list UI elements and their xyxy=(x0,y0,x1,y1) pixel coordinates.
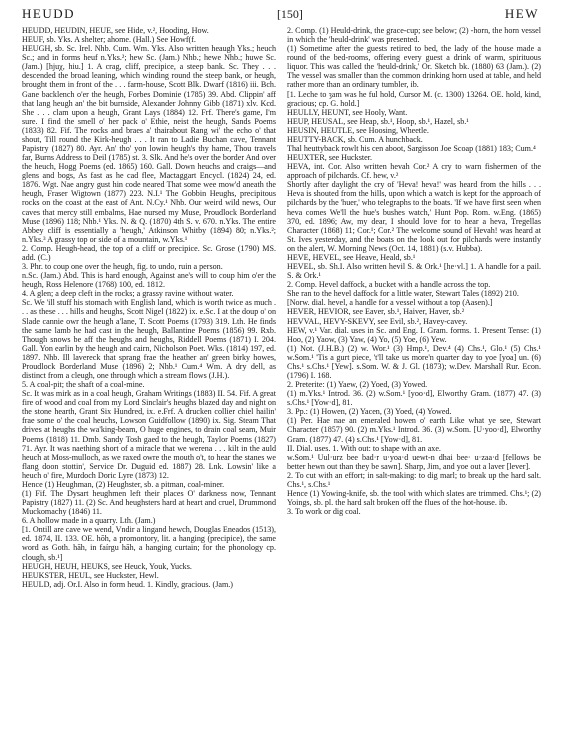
entry-paragraph: 2. Comp. (1) Heuld-drink, the grace-cup; see below; (2) -horn, the horn vessel in which the 'heuld-drink' was presented. xyxy=(287,26,541,45)
entry-paragraph: She ran to the hevel daffock for a little water, Stewart Tales (1892) 210. xyxy=(287,289,519,299)
header-left-word: HEUDD xyxy=(22,6,75,21)
entry-paragraph: II. Dial. uses. 1. With out: to shape with an axe. xyxy=(287,443,441,453)
entry-paragraph: [Norw. dial. hevel, a handle for a vessel without a top (Aasen).] xyxy=(287,298,493,308)
entry-paragraph: Hence (1) Yowing-knife, sb. the tool with which slates are trimmed. Chs.¹; (2) Yoings, sb. pl. the hard salt broken off the flues of the hot-house. ib. xyxy=(287,488,541,508)
entry-paragraph: HEUP, HEUSAL, see Heap, sb.¹, Hoop, sb.¹, Hazel, sb.¹ xyxy=(287,116,469,126)
entry-paragraph: (1) Not. (J.H.B.) (2) w. Wor.¹ (3) Hmp.¹, Dev.⁴ (4) Chs.¹, Glo.¹ (5) Chs.¹ w.Som.¹ 'Tis a gurt piece, 't'll take us more'n quarter day to yoe [yoa] un. (6) Chs.¹ s.Chs.¹ [Yew]. s.Som. W. & J. Gl. (1873); w.Dev. Marshall Rur. Econ. (1796) I. 168. xyxy=(287,343,541,380)
entry-paragraph: 2. Preterite: (1) Yaew, (2) Yoed, (3) Yowed. xyxy=(287,380,428,390)
entry-paragraph: (1) Fif. The Dysart heughmen left their places O' darkness now, Tennant Papistry (1827) 11. (2) Sc. And heughsters hard at heart and cruel, Drummond Muckomachy (1846) 11. xyxy=(22,488,276,517)
entry-paragraph: HEUGH, HEUH, HEUKS, see Heuck, Youk, Yucks. xyxy=(22,561,192,571)
entry-paragraph: Thal heuttyback rowlt his cen aboot, Sargisson Joe Scoap (1881) 183; Cum.⁴ xyxy=(287,144,536,154)
entry-paragraph: HEUGH, sb. Sc. Irel. Nhb. Cum. Wm. Yks. Also written heaugh Yks.; heuch Sc.; and in forms heuf n.Yks.²; hew Sc. (Jam.) Nhb.; hewe Nhb.; huwe Sc. (Jam.) [hjuχ, hiu.] 1. A crag, cliff, precipice, a steep bank. Sc. They . . . descended the broad leaning, which winding round the steep bank, or heugh, brought them in front of the . . . farm-house, Scott Blk. Dwarf (1816) iii. Bch. Gane backlench o'er the heugh, Forbes Dominie (1785) 39. Abd. Clippin' aff that lang heugh an' the bit burnside, Alexander Johnny Gibb (1871) xlv. Kcd. She . . . clam upon a heugh, Grant Lays (1884) 12. Frf. There's game, I'm sure. I find the smell o' her pack o' Ethie, neist the heugh, Sands Poems (1833) 82. Fif. The rocks and braes a' thairabout Rang wi' the echo o' that shout, Till round the Kirk-heugh . . . It ran to Ladie Buchan cave, Tennant Papistry (1827) 80. Ayr. An' tho' yon lowin heugh's thy hame, Thou travels far, Burns Address to Deil (1785) st. 3. Slk. And he's over the border And over the heuch, Hogg Poems (ed. 1865) 160. Gall. Down heuchs and craigs—and glens and bogs, As fast as he cad flee, Mactaggart Encycl. (1824) 24, ed. 1876. Wgt. Nae angry gust hin code neared That some wee mow'd aneath the heugh, Fraser Wigtown (1877) 223. N.I.¹ The Gobbin Heughs, precipitous rocks on the coast at the east of Ant. N.Cy.¹ Nhb. Our weird wild news, Our caves that mercy still embalms, Hae nursed my Muse, Proudlock Borderland Muse (1896) 118; Nhb.¹ Yks. N. & Q. (1870) 4th S. v. 670. n.Yks. The entire Abbey cliff is essentially a 'heugh,' Atkinson Whitby (1894) 80; n.Yks.²; n.Yks.³ A grassy top or side of a mountain, w.Yks.¹ xyxy=(22,44,276,244)
entry-paragraph: 4. A glen; a deep cleft in the rocks; a grassy ravine without water. xyxy=(22,289,234,299)
header-right-word: HEW xyxy=(504,6,539,21)
entry-paragraph: HEVE, HEVEL, see Heave, Heald, sb.¹ xyxy=(287,252,416,262)
entry-paragraph: 2. Comp. Heugh-head, the top of a cliff or precipice. Sc. Grose (1790) MS. add. (C.) xyxy=(22,243,276,262)
left-column xyxy=(22,26,276,748)
entry-paragraph: 5. A coal-pit; the shaft of a coal-mine. xyxy=(22,380,145,390)
entry-paragraph: (1) Per. Hae nae an emeraled howen o' earth Like what ye see, Stewart Character (1857) 90. (2) m.Yks.¹ Introd. 36. (3) w.Som. [U·yoo·d], Elworthy Gram. (1877) 47. (4) s.Chs.¹ [Yow·d], 81. xyxy=(287,416,541,444)
right-column xyxy=(287,26,541,748)
entry-paragraph: HEUTTY-BACK, sb. Cum. A hunchback. xyxy=(287,134,423,144)
entry-paragraph: Sc. It was mirk as in a coal heugh, Graham Writings (1883) II. 54. Fif. A great fire of wood and coal from my Lord Sinclair's heughs blazed day and night on the stone hearth, Grant Six Hundred, ix. e.Frf. A drucken collier chiel hailin' frae some o' the coal heuchs, Lowson Guidfollow (1890) ix. Sig. Steam That drives at heughs the wa'king-beam, O huge engines, to drain coal seam, Muir Poems (1818) 11. Dmb. Sandy Tosh gaed to the heugh, Taylor Poems (1827) 71. Ayr. It was naething short of a miracle that we werena . . . kilt in the auld heuch at Moss-mulloch, as we raxed owre the mouth o't, to hear the stanes we flang doon stottin', Service Dr. Duguid ed. 1887) 28. Lnk. Lowsin' like a heuch o' fire, Murdoch Doric Lyre (1873) 12. xyxy=(22,389,276,480)
running-header xyxy=(22,6,539,24)
entry-paragraph: Sc. We 'ill stuff his stomach with English land, which is worth twice as much . . . as these . . . hills and heughs, Scott Nigel (1822) ix. e.Sc. I at the doup o' on Slade cannie owr the heugh a'lane, T. Scott Poems (1793) 319. Lth. He finds the same lamb he had cast in the heugh, Ballantine Poems (1856) 99. Rxb. Though snows be aff the heughs and heughs, Riddell Poems (1871) I. 204. Gall. Yon earlin by the heugh and cairn, Nicholson Poet. Wks. (1814) 197, ed. 1897. Nhb. Ill lavereck that sprang frae the heather an' green birky howes, Proudlock Borderland Muse (1896) 2; Nhb.¹ Cum.⁴ Wm. A dry dell, as distinct from a cleugh, one through which a stream flows (J.H.). xyxy=(22,298,276,380)
page-number: [150] xyxy=(276,7,303,21)
entry-paragraph: 3. Pp.: (1) Howen, (2) Yacen, (3) Yoed, (4) Yowed. xyxy=(287,407,452,417)
entry-paragraph: HEUSIN, HEUTLE, see Hoosing, Wheetle. xyxy=(287,125,429,135)
entry-paragraph: [1. Leche to ȝam was he ful hold, Cursor M. (c. 1300) 13264. OE. hold, kind, gracious; cp. G. hold.] xyxy=(287,89,541,108)
entry-paragraph: (1) m.Yks.¹ Introd. 36. (2) w.Som.¹ [yoo·d], Elworthy Gram. (1877) 47. (3) s.Chs.¹ [Yow·d], 81. xyxy=(287,389,541,408)
entry-paragraph: HEUDD, HEUDIN, HEUE, see Hide, v.², Hooding, How. xyxy=(22,26,209,35)
entry-paragraph: (1) Sometime after the guests retired to bed, the lady of the house made a round of the bed-rooms, offering every guest a drink of warm, spirituous liquor. This was called the 'heuld-drink,' Or. Sketch bk. (1880) 63 (Jam.). (2) The vessel was smaller than the common drinking horn used at table, and held rather more than an ordinary tumbler, ib. xyxy=(287,44,541,90)
entry-paragraph: HEULLY, HEUNT, see Hooly, Want. xyxy=(287,107,408,117)
entry-paragraph: HEVVAL, HEVY-SKEVY, see Evil, sb.², Havey-cavey. xyxy=(287,316,468,326)
entry-paragraph: HEUXTER, see Huckster. xyxy=(287,153,372,163)
entry-paragraph: Shortly after daylight the cry of 'Heva! heva!' was heard from the hills . . . Heva is shouted from the hills, upon which a watch is kept for the approach of pilchards by the 'huer,' who telegraphs to the boats. 'If we have first seen when heva comes We'll the hue's bushes watch,' Hunt Pop. Rom. w.Eng. (1865) 370, ed. 1896; Aw, my dear, I should love for to hear a heva, Tregellas Character (1868) 11; Cor.¹; Cor.² The welcome sound of Hevah! was heard at St. Ives yesterday, and the boats on the look out for pilchards were instantly on the alert, W. Morning News (Oct. 14, 1881) (s.v. Hubba). xyxy=(287,180,541,253)
entry-paragraph: HEVEL, sb. Sh.I. Also written hevil S. & Ork.¹ [he·vl.] 1. A handle for a pail. S. & Ork.¹ xyxy=(287,262,541,281)
entry-paragraph: n.Sc. (Jam.) Abd. This is hard enough, Against ane's will to coup him o'er the heugh, Ross Helenore (1768) 100, ed. 1812. xyxy=(22,271,276,290)
entry-paragraph: w.Som.¹ Uul·urz bee bad·r u·yoa·d uewt-n dhai bee· u·zaa·d [fellows be better hewn out than they be sawn]. Sharp, Jim, and yoe out a laver [lever]. xyxy=(287,452,541,471)
entry-paragraph: 3. To work or dig coal. xyxy=(287,507,361,517)
entry-paragraph: HEW, v.¹ Var. dial. uses in Sc. and Eng. I. Gram. forms. 1. Present Tense: (1) Hoo, (2) Yaow, (3) Yaw, (4) Yo, (5) Yoe, (6) Yew. xyxy=(287,325,541,344)
entry-paragraph: Hence (1) Heughman, (2) Heughster, sb. a pitman, coal-miner. xyxy=(22,479,225,489)
entry-paragraph: HEVA, int. Cor. Also written hevah Cor.² A cry to warn fishermen of the approach of pilchards. Cf. hew, v.² xyxy=(287,162,541,181)
entry-paragraph: [1. Ontill are cave we wend, Vndir a lingand hewch, Douglas Eneados (1513), ed. 1874, II. 133. OE. hōh, a promontory, lit. a hanging (precipice), the same word as Goth. hāh, in faírgu hāh, a hanging curtain; for the phonology cp. clough, sb.¹] xyxy=(22,525,276,562)
entry-paragraph: 6. A hollow made in a quarry. Lth. (Jam.) xyxy=(22,516,156,526)
entry-paragraph: HEVER, HEVIOR, see Eaver, sb.¹, Haiver, Haver, sb.² xyxy=(287,307,465,317)
entry-paragraph: 2. Comp. Hevel daffock, a bucket with a handle across the top. xyxy=(287,280,491,290)
entry-paragraph: HEULD, adj. Or.I. Also in form heud. 1. Kindly, gracious. (Jam.) xyxy=(22,579,234,589)
entry-paragraph: HEUF, sb. Yks. A shelter; ahome. (Hall.) See Howf(f. xyxy=(22,35,196,45)
entry-paragraph: HEUKSTER, HEUL, see Huckster, Hewl. xyxy=(22,570,159,580)
entry-paragraph: 2. To cut with an effort; in salt-making: to dig marl; to break up the hard salt. Chs.¹, s.Chs.¹ xyxy=(287,470,541,489)
entry-paragraph: 3. Phr. to coup one over the heugh, fig. to undo, ruin a person. xyxy=(22,262,223,272)
